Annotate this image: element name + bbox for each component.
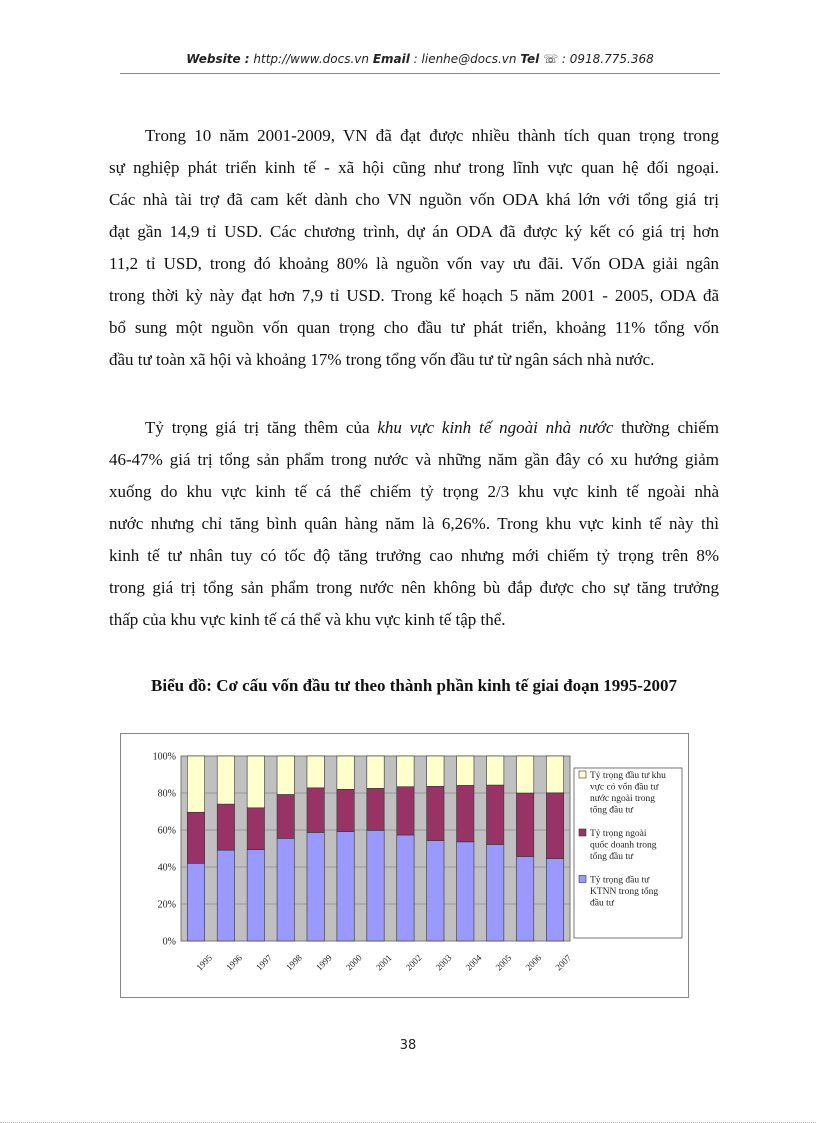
bar-segment <box>337 832 354 941</box>
x-tick-label: 2004 <box>463 952 484 973</box>
chart-caption: Biểu đồ: Cơ cấu vốn đầu tư theo thành phần kinh tế giai đoạn 1995-2007 <box>151 676 677 695</box>
paragraph-line: nước nhưng chỉ tăng bình quân hàng năm là 6,26%. Trong khu vực kinh tế này thì <box>109 514 719 533</box>
bar-segment <box>247 808 264 850</box>
bar-segment <box>217 850 234 941</box>
legend-swatch <box>579 876 586 883</box>
bar-segment <box>457 785 474 841</box>
paragraph-line: đạt gần 14,9 tỉ USD. Các chương trình, dự án ODA đã được ký kết có giá trị hơn <box>109 222 719 241</box>
x-tick-label: 1996 <box>224 952 245 973</box>
bar-segment <box>247 850 264 941</box>
bar-segment <box>487 785 504 844</box>
bar-segment <box>397 787 414 835</box>
y-tick-label: 80% <box>157 788 176 800</box>
legend-label: Tỷ trọng đầu tư <box>590 875 650 886</box>
legend-label: tổng đầu tư <box>590 852 634 862</box>
paragraph-line: Trong 10 năm 2001-2009, VN đã đạt được nhiều thành tích quan trọng trong <box>145 126 719 145</box>
paragraph-line: đầu tư toàn xã hội và khoảng 17% trong tổng vốn đầu tư từ ngân sách nhà nước. <box>109 350 655 369</box>
bar-segment <box>367 830 384 941</box>
paragraph-line: kinh tế tư nhân tuy có tốc độ tăng trưởng cao nhưng mới chiếm tỷ trọng trên 8% <box>109 546 719 565</box>
legend-label: Tỷ trọng ngoài <box>590 829 647 839</box>
paragraph-line: trong giá trị tổng sản phẩm trong nước nên không bù đắp được cho sự tăng trưởng <box>109 578 719 597</box>
bar-segment <box>546 793 563 859</box>
y-tick-label: 0% <box>162 936 176 948</box>
legend-label: nước ngoài trong <box>590 794 656 804</box>
paragraph-nonstate-sector <box>109 412 719 636</box>
bar-segment <box>516 856 533 941</box>
website-label: Website : <box>186 52 250 66</box>
bar-segment <box>217 804 234 850</box>
x-tick-label: 2001 <box>373 952 394 973</box>
paragraph-line: xuống do khu vực kinh tế cá thể chiếm tỷ trọng 2/3 khu vực kinh tế ngoài nhà <box>109 482 719 501</box>
paragraph-line: thấp của khu vực kinh tế cá thể và khu vực kinh tế tập thể. <box>109 610 506 629</box>
legend-label: tổng đầu tư <box>590 805 634 816</box>
paragraph-line: trong thời kỳ này đạt hơn 7,9 tỉ USD. Trong kế hoạch 5 năm 2001 - 2005, ODA đã <box>109 286 719 305</box>
bar-segment <box>397 835 414 941</box>
x-tick-label: 2007 <box>553 952 574 973</box>
bar-segment <box>516 793 533 856</box>
italic-term: khu vực kinh tế ngoài nhà nước <box>377 418 614 437</box>
legend-label: đầu tư <box>590 898 614 909</box>
bar-segment <box>546 858 563 941</box>
x-tick-label: 2003 <box>433 952 454 973</box>
y-tick-label: 60% <box>157 825 176 837</box>
bar-segment <box>516 756 533 793</box>
x-tick-label: 2002 <box>403 952 424 973</box>
bar-segment <box>277 838 294 941</box>
bar-segment <box>367 788 384 830</box>
bar-segment <box>277 756 294 794</box>
phone-icon: ☏ <box>543 52 559 66</box>
tel-label: Tel <box>520 52 540 66</box>
investment-structure-chart <box>120 733 689 998</box>
paragraph-line: Các nhà tài trợ đã cam kết dành cho VN nguồn vốn ODA khá lớn với tổng giá trị <box>109 190 719 209</box>
x-tick-label: 1999 <box>313 952 334 973</box>
x-tick-label: 2006 <box>523 952 544 973</box>
x-tick-label: 1995 <box>194 952 215 973</box>
y-tick-label: 100% <box>152 751 176 763</box>
bar-segment <box>187 812 204 863</box>
bar-segment <box>277 794 294 838</box>
paragraph-line: sự nghiệp phát triển kinh tế - xã hội cũng như trong lĩnh vực quan hệ đối ngoại. <box>109 158 719 177</box>
tel-value: : 0918.775.368 <box>561 52 654 66</box>
page-number: 38 <box>399 1038 417 1053</box>
bar-segment <box>337 789 354 831</box>
chart-svg <box>121 734 688 997</box>
legend-label: Tỷ trọng đầu tư khu <box>590 771 666 781</box>
bar-segment <box>217 756 234 804</box>
bar-segment <box>187 756 204 812</box>
email-value[interactable]: : lienhe@docs.vn <box>413 52 517 66</box>
bar-segment <box>307 832 324 941</box>
text-run: Tỷ trọng giá trị tăng thêm của <box>145 418 378 437</box>
bar-segment <box>307 756 324 788</box>
bar-segment <box>187 863 204 941</box>
bar-segment <box>487 844 504 941</box>
y-tick-label: 40% <box>157 862 176 874</box>
bar-segment <box>337 756 354 789</box>
website-url[interactable]: http://www.docs.vn <box>253 52 369 66</box>
legend-label: KTNN trong tổng <box>590 887 659 897</box>
x-tick-label: 2005 <box>493 952 514 973</box>
legend-label: quốc doanh trong <box>590 840 657 851</box>
bar-segment <box>367 756 384 788</box>
bar-segment <box>546 756 563 793</box>
bar-segment <box>457 842 474 941</box>
bar-segment <box>307 788 324 833</box>
bar-segment <box>397 756 414 787</box>
bar-segment <box>427 756 444 786</box>
header-divider <box>120 73 720 74</box>
x-tick-label: 1997 <box>254 952 274 973</box>
x-tick-label: 2000 <box>343 952 364 973</box>
email-label: Email <box>372 52 410 66</box>
x-tick-label: 1998 <box>284 952 304 973</box>
bar-segment <box>487 756 504 785</box>
paragraph-oda <box>109 120 719 376</box>
text-run: thường chiếm <box>613 418 720 437</box>
y-tick-label: 20% <box>157 899 176 911</box>
legend-swatch <box>579 829 586 836</box>
legend-label: vực có vốn đầu tư <box>590 782 659 793</box>
bar-segment <box>427 786 444 840</box>
paragraph-line: 11,2 tỉ USD, trong đó khoảng 80% là nguồn vốn vay ưu đãi. Vốn ODA giải ngân <box>109 254 719 273</box>
bar-segment <box>427 841 444 941</box>
paragraph-line: 46-47% giá trị tổng sản phẩm trong nước và những năm gần đây có xu hướng giảm <box>109 450 719 469</box>
bar-segment <box>457 756 474 785</box>
paragraph-line <box>109 412 719 444</box>
paragraph-line: bổ sung một nguồn vốn quan trọng cho đầu tư phát triển, khoảng 11% tổng vốn <box>109 318 719 337</box>
bar-segment <box>247 756 264 808</box>
page-header <box>120 52 720 66</box>
legend-swatch <box>579 771 586 778</box>
